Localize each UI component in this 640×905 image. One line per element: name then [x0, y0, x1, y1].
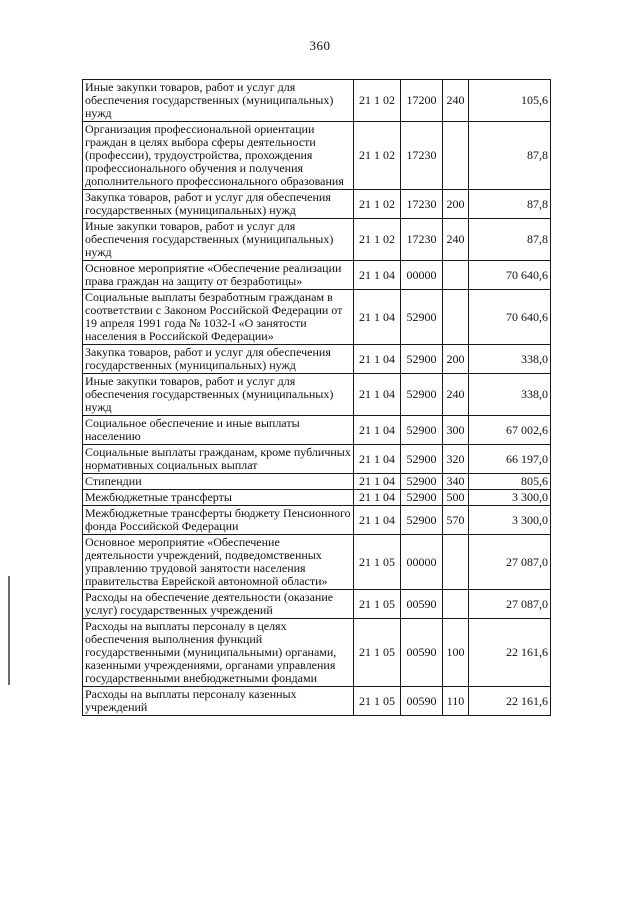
amount-cell: 805,6: [469, 474, 551, 490]
amount-cell: 87,8: [469, 190, 551, 219]
page-number: 360: [309, 38, 331, 53]
direction-code-cell: 52900: [401, 506, 443, 535]
expense-name-cell: Социальное обеспечение и иные выплаты населению: [83, 416, 354, 445]
program-code-cell: 21 1 04: [354, 506, 401, 535]
amount-cell: 27 087,0: [469, 590, 551, 619]
direction-code-cell: 00590: [401, 687, 443, 716]
table-row: [83, 261, 551, 290]
direction-code-cell: 17230: [401, 190, 443, 219]
program-code-cell: 21 1 05: [354, 535, 401, 590]
table-row: [83, 619, 551, 687]
expense-type-cell: 300: [443, 416, 469, 445]
expense-name-cell: Расходы на выплаты персоналу казенных учреждений: [83, 687, 354, 716]
expense-type-cell: 570: [443, 506, 469, 535]
table-row: [83, 687, 551, 716]
program-code-cell: 21 1 04: [354, 416, 401, 445]
expense-name-cell: Основное мероприятие «Обеспечение деятельности учреждений, подведомственных управлению трудовой занятости населения правительства Еврейской автономной области»: [83, 535, 354, 590]
table-row: [83, 122, 551, 190]
expense-name-cell: Закупка товаров, работ и услуг для обеспечения государственных (муниципальных) нужд: [83, 345, 354, 374]
expense-name-cell: Расходы на обеспечение деятельности (оказание услуг) государственных учреждений: [83, 590, 354, 619]
expense-name-cell: Межбюджетные трансферты бюджету Пенсионного фонда Российской Федерации: [83, 506, 354, 535]
table-row: [83, 80, 551, 122]
amount-cell: 70 640,6: [469, 261, 551, 290]
direction-code-cell: 00000: [401, 535, 443, 590]
amount-cell: 3 300,0: [469, 490, 551, 506]
expense-name-cell: Закупка товаров, работ и услуг для обеспечения государственных (муниципальных) нужд: [83, 190, 354, 219]
program-code-cell: 21 1 02: [354, 122, 401, 190]
amount-cell: 105,6: [469, 80, 551, 122]
program-code-cell: 21 1 04: [354, 474, 401, 490]
expense-name-cell: Межбюджетные трансферты: [83, 490, 354, 506]
amount-cell: 66 197,0: [469, 445, 551, 474]
direction-code-cell: 17230: [401, 219, 443, 261]
table-row: [83, 416, 551, 445]
table-row: [83, 374, 551, 416]
program-code-cell: 21 1 04: [354, 445, 401, 474]
program-code-cell: 21 1 02: [354, 80, 401, 122]
expense-type-cell: 240: [443, 80, 469, 122]
direction-code-cell: 52900: [401, 345, 443, 374]
amount-cell: 67 002,6: [469, 416, 551, 445]
expense-type-cell: [443, 122, 469, 190]
scan-margin-line: [8, 576, 10, 685]
expense-type-cell: [443, 535, 469, 590]
expense-type-cell: [443, 290, 469, 345]
program-code-cell: 21 1 04: [354, 345, 401, 374]
direction-code-cell: 17230: [401, 122, 443, 190]
expense-type-cell: 200: [443, 345, 469, 374]
direction-code-cell: 52900: [401, 290, 443, 345]
expense-type-cell: 340: [443, 474, 469, 490]
direction-code-cell: 00000: [401, 261, 443, 290]
program-code-cell: 21 1 05: [354, 590, 401, 619]
table-row: [83, 535, 551, 590]
expense-name-cell: Стипендии: [83, 474, 354, 490]
program-code-cell: 21 1 02: [354, 219, 401, 261]
table-row: [83, 290, 551, 345]
program-code-cell: 21 1 02: [354, 190, 401, 219]
expense-name-cell: Расходы на выплаты персоналу в целях обеспечения выполнения функций государственными (муниципальными) органами, казенными учреждениями, органами управления государственными внебюджетными фондами: [83, 619, 354, 687]
direction-code-cell: 00590: [401, 590, 443, 619]
expense-name-cell: Социальные выплаты гражданам, кроме публичных нормативных социальных выплат: [83, 445, 354, 474]
expense-type-cell: [443, 261, 469, 290]
expense-name-cell: Иные закупки товаров, работ и услуг для обеспечения государственных (муниципальных) нужд: [83, 80, 354, 122]
amount-cell: 87,8: [469, 219, 551, 261]
expense-name-cell: Иные закупки товаров, работ и услуг для обеспечения государственных (муниципальных) нужд: [83, 374, 354, 416]
table-row: [83, 474, 551, 490]
direction-code-cell: 52900: [401, 490, 443, 506]
amount-cell: 22 161,6: [469, 619, 551, 687]
expense-type-cell: 200: [443, 190, 469, 219]
expense-name-cell: Социальные выплаты безработным гражданам в соответствии с Законом Российской Федерации от 19 апреля 1991 года № 1032-I «О занятости населения в Российской Федерации»: [83, 290, 354, 345]
direction-code-cell: 52900: [401, 374, 443, 416]
expense-type-cell: 320: [443, 445, 469, 474]
program-code-cell: 21 1 04: [354, 261, 401, 290]
direction-code-cell: 52900: [401, 474, 443, 490]
expense-name-cell: Иные закупки товаров, работ и услуг для обеспечения государственных (муниципальных) нужд: [83, 219, 354, 261]
budget-table-body: [83, 80, 551, 716]
table-row: [83, 445, 551, 474]
expense-type-cell: [443, 590, 469, 619]
program-code-cell: 21 1 04: [354, 490, 401, 506]
amount-cell: 22 161,6: [469, 687, 551, 716]
expense-name-cell: Организация профессиональной ориентации граждан в целях выбора сферы деятельности (профессии), трудоустройства, прохождения профессионального обучения и получения дополнительного профессионального образования: [83, 122, 354, 190]
table-row: [83, 345, 551, 374]
direction-code-cell: 52900: [401, 416, 443, 445]
expense-type-cell: 240: [443, 219, 469, 261]
table-row: [83, 219, 551, 261]
amount-cell: 27 087,0: [469, 535, 551, 590]
direction-code-cell: 00590: [401, 619, 443, 687]
amount-cell: 338,0: [469, 374, 551, 416]
budget-table: [82, 79, 551, 716]
table-row: [83, 490, 551, 506]
expense-type-cell: 500: [443, 490, 469, 506]
program-code-cell: 21 1 05: [354, 619, 401, 687]
expense-type-cell: 110: [443, 687, 469, 716]
program-code-cell: 21 1 04: [354, 374, 401, 416]
direction-code-cell: 52900: [401, 445, 443, 474]
table-row: [83, 190, 551, 219]
direction-code-cell: 17200: [401, 80, 443, 122]
amount-cell: 3 300,0: [469, 506, 551, 535]
program-code-cell: 21 1 04: [354, 290, 401, 345]
program-code-cell: 21 1 05: [354, 687, 401, 716]
amount-cell: 87,8: [469, 122, 551, 190]
expense-name-cell: Основное мероприятие «Обеспечение реализации права граждан на защиту от безработицы»: [83, 261, 354, 290]
expense-type-cell: 240: [443, 374, 469, 416]
amount-cell: 70 640,6: [469, 290, 551, 345]
table-row: [83, 590, 551, 619]
table-row: [83, 506, 551, 535]
expense-type-cell: 100: [443, 619, 469, 687]
amount-cell: 338,0: [469, 345, 551, 374]
